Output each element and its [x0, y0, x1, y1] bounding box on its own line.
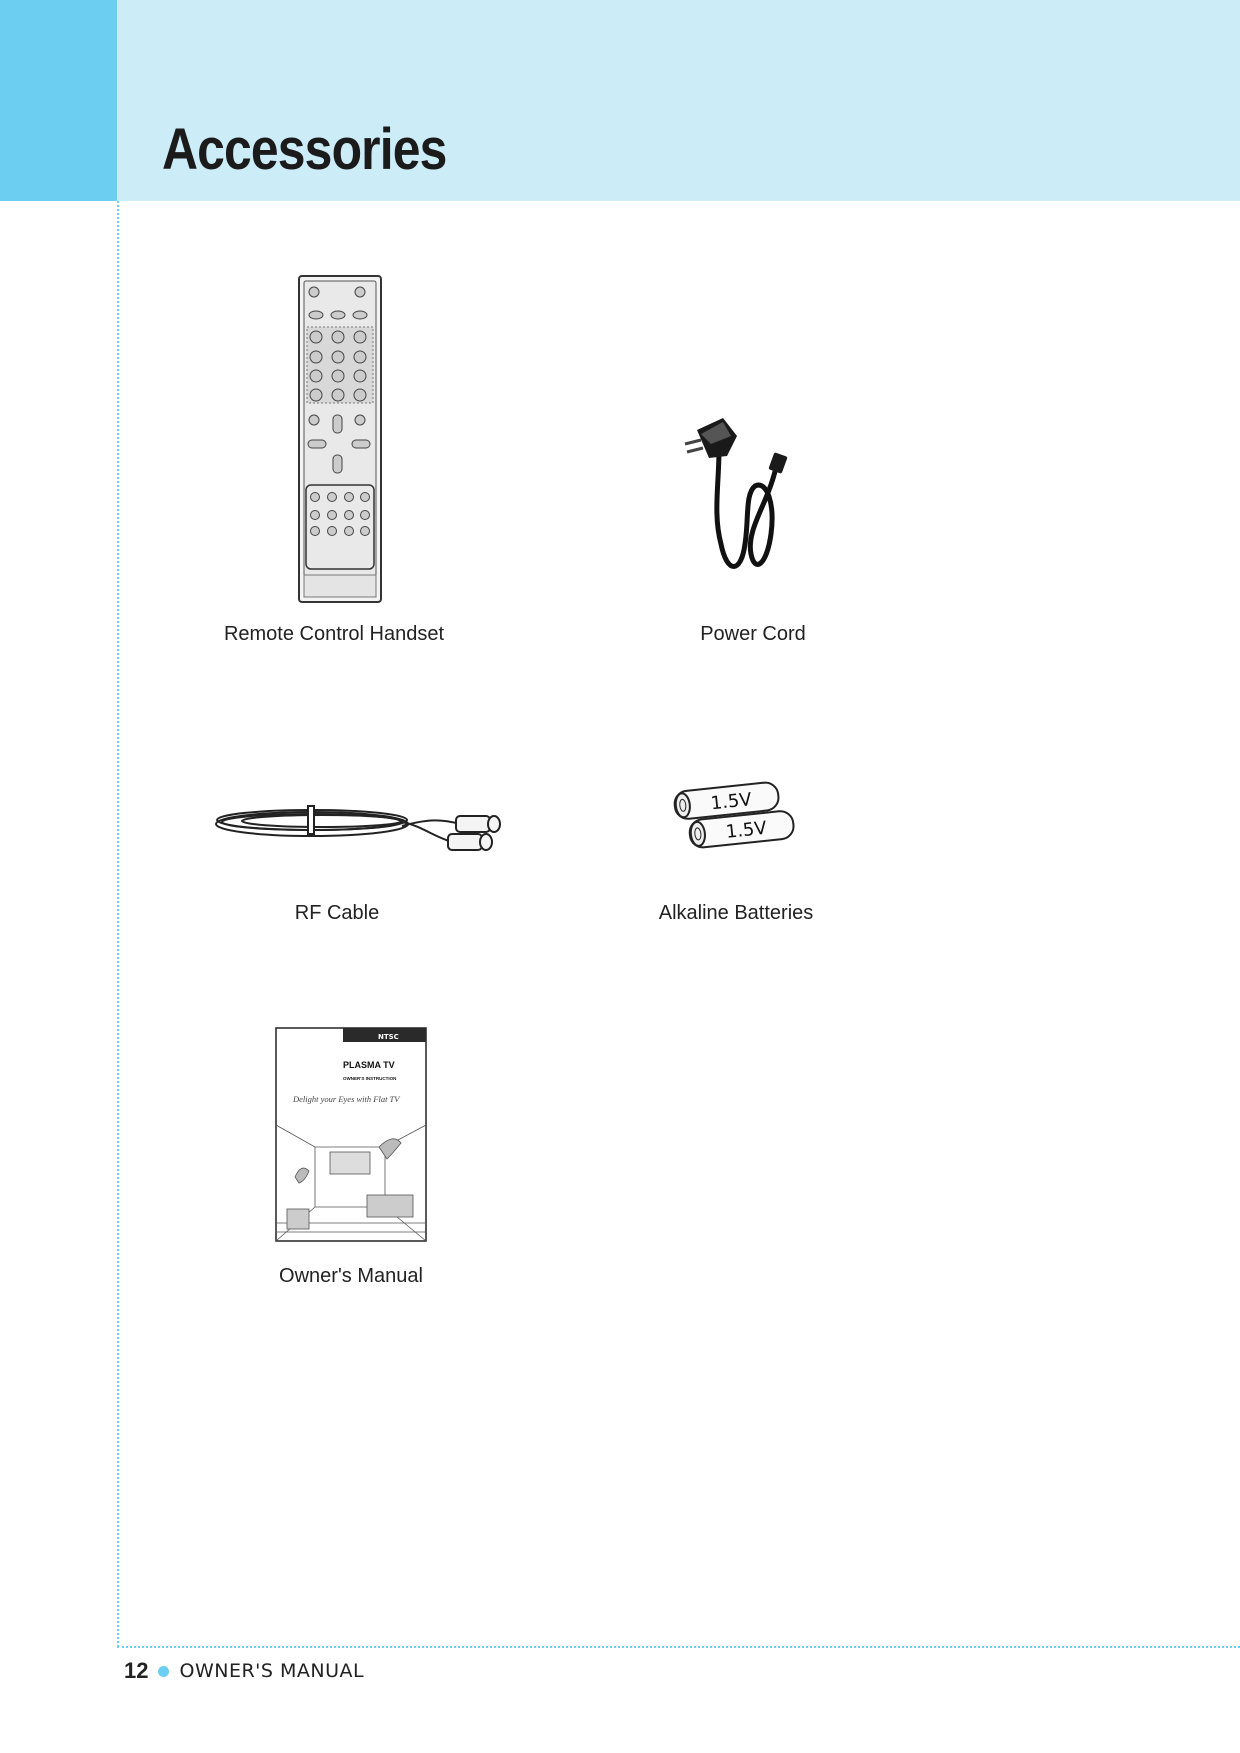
owners-manual-illustration [275, 1027, 427, 1243]
manual-cover-title: PLASMA TV [343, 1060, 395, 1070]
page-title: Accessories [162, 117, 447, 182]
batteries-illustration [668, 776, 800, 852]
manual-cover-badge: NTSC [378, 1033, 399, 1041]
left-margin-rule [117, 201, 119, 1647]
footer-label: OWNER'S MANUAL [179, 1660, 365, 1682]
manual-cover-subtitle: OWNER'S INSTRUCTION [343, 1076, 397, 1081]
caption-power-cord: Power Cord [700, 623, 806, 645]
battery-label-2: 1.5V [724, 817, 768, 843]
caption-batteries: Alkaline Batteries [658, 902, 814, 924]
caption-rf-cable: RF Cable [294, 902, 380, 924]
manual-cover-tagline: Delight your Eyes with Flat TV [293, 1094, 400, 1104]
battery-label-1: 1.5V [709, 789, 753, 815]
footer-rule [117, 1646, 1240, 1648]
remote-control-illustration [298, 275, 382, 603]
power-cord-illustration [675, 414, 795, 586]
caption-owners-manual: Owner's Manual [279, 1265, 423, 1287]
header-accent-tab [0, 0, 117, 201]
footer-bullet-icon [158, 1666, 169, 1677]
page-footer [124, 1658, 364, 1684]
rf-cable-illustration [212, 796, 504, 858]
page-number: 12 [124, 1658, 149, 1683]
caption-remote-control: Remote Control Handset [223, 623, 445, 645]
